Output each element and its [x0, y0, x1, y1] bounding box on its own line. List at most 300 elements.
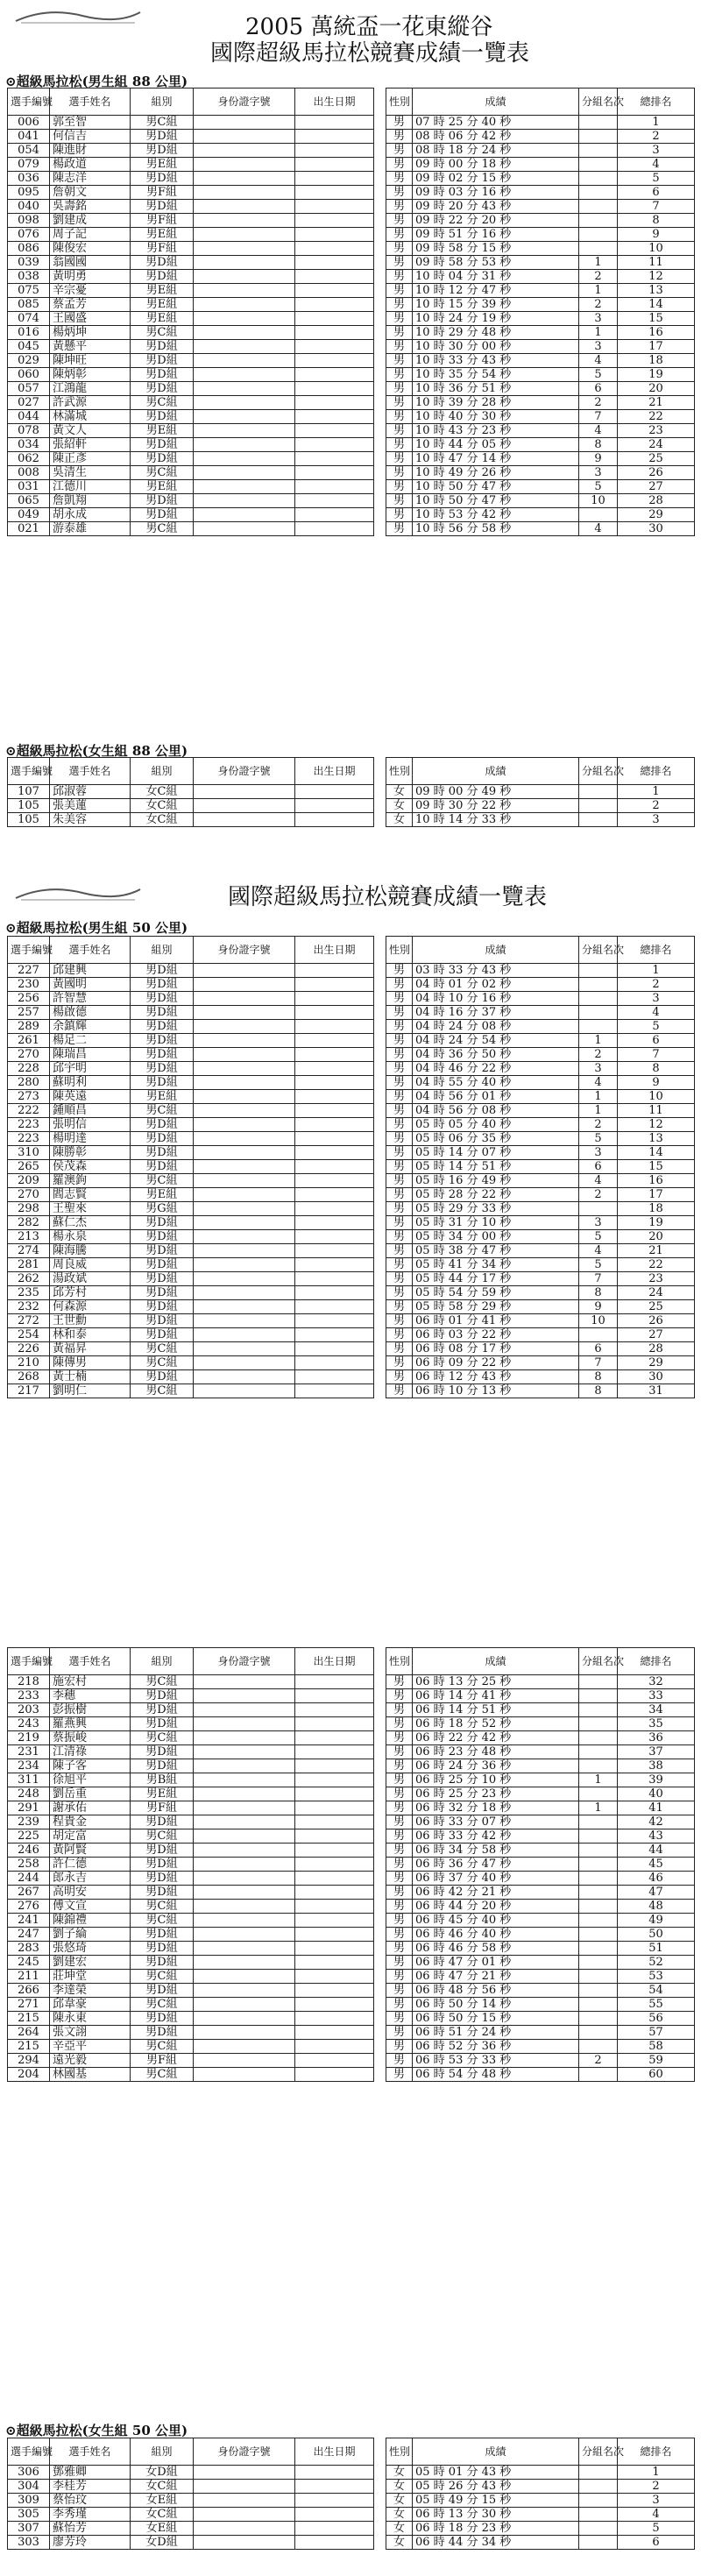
cell-id — [194, 1872, 295, 1886]
table-row — [8, 1942, 695, 1956]
cell-result: 06 時 10 分 13 秒 — [413, 1384, 579, 1398]
cell-sex: 男 — [386, 1787, 413, 1801]
cell-sex: 男 — [386, 130, 413, 144]
cell-dob — [295, 1956, 374, 1970]
col-gap-header — [374, 1648, 386, 1675]
cell-group: 男D組 — [131, 1020, 194, 1034]
cell-overall: 31 — [618, 1384, 695, 1398]
cell-sex: 男 — [386, 1370, 413, 1384]
cell-name: 陳永東 — [50, 2012, 131, 2026]
cell-sex: 男 — [386, 116, 413, 130]
cell-result: 04 時 16 分 37 秒 — [413, 1006, 579, 1020]
cell-gap — [374, 1118, 386, 1132]
cell-result: 05 時 14 分 51 秒 — [413, 1160, 579, 1174]
col-id-header: 身份證字號 — [194, 1648, 295, 1675]
cell-sex: 男 — [386, 1132, 413, 1146]
cell-sex: 男 — [386, 522, 413, 536]
cell-overall: 8 — [618, 1062, 695, 1076]
cell-name: 張美蓮 — [50, 799, 131, 813]
cell-name: 劉岳重 — [50, 1787, 131, 1801]
cell-bib: 305 — [8, 2508, 50, 2522]
cell-result: 10 時 47 分 14 秒 — [413, 452, 579, 466]
cell-name: 邱韋豪 — [50, 1998, 131, 2012]
cell-overall: 6 — [618, 186, 695, 200]
cell-bib: 222 — [8, 1104, 50, 1118]
cell-group-rank: 4 — [579, 354, 618, 368]
col-group-header: 組別 — [131, 1648, 194, 1675]
cell-gap — [374, 1188, 386, 1202]
cell-id — [194, 1801, 295, 1815]
cell-bib: 303 — [8, 2536, 50, 2550]
cell-name: 吳壽銘 — [50, 200, 131, 214]
cell-name: 胡永成 — [50, 508, 131, 522]
cell-group-rank — [579, 130, 618, 144]
cell-overall: 53 — [618, 1970, 695, 1984]
cell-group-rank — [579, 1886, 618, 1900]
col-overall-header: 總排名 — [618, 758, 695, 785]
cell-group-rank — [579, 158, 618, 172]
cell-bib: 098 — [8, 214, 50, 228]
cell-id — [194, 382, 295, 396]
cell-gap — [374, 978, 386, 992]
cell-group: 男E組 — [131, 1090, 194, 1104]
cell-group-rank: 1 — [579, 284, 618, 298]
cell-dob — [295, 978, 374, 992]
cell-result: 06 時 13 分 30 秒 — [413, 2508, 579, 2522]
cell-gap — [374, 508, 386, 522]
cell-sex: 男 — [386, 1384, 413, 1398]
cell-result: 05 時 49 分 15 秒 — [413, 2494, 579, 2508]
cell-gap — [374, 1801, 386, 1815]
cell-group: 男D組 — [131, 1984, 194, 1998]
table-row — [8, 2522, 695, 2536]
cell-name: 李秀瑾 — [50, 2508, 131, 2522]
table-row — [8, 158, 695, 172]
cell-overall: 4 — [618, 2508, 695, 2522]
cell-gap — [374, 1984, 386, 1998]
cell-id — [194, 2480, 295, 2494]
cell-sex: 男 — [386, 1970, 413, 1984]
cell-dob — [295, 158, 374, 172]
cell-group: 男D組 — [131, 1815, 194, 1829]
cell-dob — [295, 214, 374, 228]
cell-overall: 34 — [618, 1703, 695, 1717]
cell-group: 男E組 — [131, 228, 194, 242]
cell-dob — [295, 1146, 374, 1160]
cell-overall: 17 — [618, 1188, 695, 1202]
table-row — [8, 1731, 695, 1745]
cell-result: 05 時 29 分 33 秒 — [413, 1202, 579, 1216]
cell-group: 男D組 — [131, 1160, 194, 1174]
cell-id — [194, 1272, 295, 1286]
cell-gap — [374, 1062, 386, 1076]
cell-gap — [374, 1872, 386, 1886]
table-row — [8, 242, 695, 256]
cell-result: 08 時 06 分 42 秒 — [413, 130, 579, 144]
table-row — [8, 1230, 695, 1244]
cell-sex: 男 — [386, 354, 413, 368]
cell-group-rank: 1 — [579, 1034, 618, 1048]
cell-bib: 243 — [8, 1717, 50, 1731]
cell-result: 04 時 24 分 54 秒 — [413, 1034, 579, 1048]
cell-dob — [295, 1900, 374, 1914]
cell-sex: 男 — [386, 340, 413, 354]
cell-bib: 309 — [8, 2494, 50, 2508]
cell-dob — [295, 438, 374, 452]
cell-group-rank — [579, 1202, 618, 1216]
cell-name: 劉建宏 — [50, 1956, 131, 1970]
cell-id — [194, 116, 295, 130]
cell-overall: 14 — [618, 298, 695, 312]
cell-dob — [295, 1801, 374, 1815]
cell-result: 09 時 58 分 15 秒 — [413, 242, 579, 256]
cell-result: 10 時 49 分 26 秒 — [413, 466, 579, 480]
cell-group: 男D組 — [131, 256, 194, 270]
cell-gap — [374, 340, 386, 354]
cell-dob — [295, 992, 374, 1006]
cell-sex: 男 — [386, 1984, 413, 1998]
cell-id — [194, 1188, 295, 1202]
cell-dob — [295, 256, 374, 270]
cell-bib: 233 — [8, 1689, 50, 1703]
col-dob-header: 出生日期 — [295, 937, 374, 964]
cell-group: 男C組 — [131, 1104, 194, 1118]
cell-overall: 23 — [618, 1272, 695, 1286]
cell-bib: 261 — [8, 1034, 50, 1048]
table-row — [8, 1342, 695, 1356]
cell-bib: 244 — [8, 1872, 50, 1886]
cell-sex: 男 — [386, 1858, 413, 1872]
cell-sex: 男 — [386, 284, 413, 298]
cell-name: 林滿城 — [50, 410, 131, 424]
cell-bib: 204 — [8, 2068, 50, 2082]
cell-group-rank — [579, 2494, 618, 2508]
cell-name: 楊永泉 — [50, 1230, 131, 1244]
cell-gap — [374, 494, 386, 508]
cell-sex: 男 — [386, 466, 413, 480]
cell-bib: 266 — [8, 1984, 50, 1998]
table-row — [8, 1118, 695, 1132]
table-row — [8, 1900, 695, 1914]
cell-sex: 女 — [386, 2536, 413, 2550]
cell-sex: 男 — [386, 214, 413, 228]
table-row — [8, 1160, 695, 1174]
cell-group: 男D組 — [131, 1886, 194, 1900]
cell-group-rank: 6 — [579, 1160, 618, 1174]
col-dob-header: 出生日期 — [295, 758, 374, 785]
cell-dob — [295, 368, 374, 382]
cell-group: 男D組 — [131, 144, 194, 158]
cell-gap — [374, 1020, 386, 1034]
cell-bib: 245 — [8, 1956, 50, 1970]
cell-bib: 021 — [8, 522, 50, 536]
cell-overall: 9 — [618, 1076, 695, 1090]
cell-gap — [374, 1272, 386, 1286]
col-group-rank-header: 分組名次 — [579, 2438, 618, 2466]
table-row — [8, 1984, 695, 1998]
cell-result: 03 時 33 分 43 秒 — [413, 964, 579, 978]
cell-id — [194, 256, 295, 270]
cell-group-rank: 9 — [579, 1300, 618, 1314]
cell-dob — [295, 1230, 374, 1244]
table-row — [8, 284, 695, 298]
cell-sex: 男 — [386, 1174, 413, 1188]
cell-group-rank: 2 — [579, 1188, 618, 1202]
cell-dob — [295, 964, 374, 978]
cell-group: 男C組 — [131, 1356, 194, 1370]
cell-name: 施宏村 — [50, 1675, 131, 1689]
cell-gap — [374, 1815, 386, 1829]
cell-dob — [295, 2466, 374, 2480]
cell-group: 男D組 — [131, 1146, 194, 1160]
cell-result: 05 時 16 分 49 秒 — [413, 1174, 579, 1188]
cell-id — [194, 2494, 295, 2508]
cell-group-rank — [579, 200, 618, 214]
cell-overall: 2 — [618, 978, 695, 992]
cell-name: 陳英遠 — [50, 1090, 131, 1104]
col-gap-header — [374, 937, 386, 964]
cell-gap — [374, 1914, 386, 1928]
cell-bib: 038 — [8, 270, 50, 284]
cell-overall: 41 — [618, 1801, 695, 1815]
cell-result: 06 時 34 分 58 秒 — [413, 1844, 579, 1858]
cell-result: 06 時 52 分 36 秒 — [413, 2040, 579, 2054]
cell-group: 男D組 — [131, 172, 194, 186]
cell-result: 10 時 50 分 47 秒 — [413, 494, 579, 508]
cell-dob — [295, 312, 374, 326]
cell-gap — [374, 1104, 386, 1118]
cell-id — [194, 1787, 295, 1801]
cell-bib: 027 — [8, 396, 50, 410]
col-overall-header: 總排名 — [618, 88, 695, 116]
cell-name: 高明安 — [50, 1886, 131, 1900]
cell-sex: 女 — [386, 2508, 413, 2522]
table-row — [8, 2054, 695, 2068]
cell-sex: 男 — [386, 1020, 413, 1034]
cell-id — [194, 1956, 295, 1970]
table-row — [8, 1759, 695, 1773]
cell-group-rank — [579, 1984, 618, 1998]
col-id-header: 身份證字號 — [194, 2438, 295, 2466]
table-row — [8, 200, 695, 214]
cell-name: 劉明仁 — [50, 1384, 131, 1398]
cell-dob — [295, 1914, 374, 1928]
cell-group-rank — [579, 1020, 618, 1034]
cell-dob — [295, 1020, 374, 1034]
cell-group-rank: 5 — [579, 1258, 618, 1272]
table-row — [8, 494, 695, 508]
cell-name: 陳炳彰 — [50, 368, 131, 382]
cell-overall: 9 — [618, 228, 695, 242]
cell-name: 黃明勇 — [50, 270, 131, 284]
cell-name: 江鴻龍 — [50, 382, 131, 396]
cell-overall: 56 — [618, 2012, 695, 2026]
cell-result: 04 時 01 分 02 秒 — [413, 978, 579, 992]
table-row — [8, 410, 695, 424]
cell-dob — [295, 2054, 374, 2068]
cell-overall: 30 — [618, 522, 695, 536]
cell-group: 男D組 — [131, 964, 194, 978]
cell-bib: 294 — [8, 2054, 50, 2068]
cell-id — [194, 522, 295, 536]
cell-gap — [374, 1356, 386, 1370]
cell-dob — [295, 326, 374, 340]
cell-id — [194, 438, 295, 452]
cell-bib: 060 — [8, 368, 50, 382]
cell-gap — [374, 1858, 386, 1872]
cell-dob — [295, 1342, 374, 1356]
cell-result: 10 時 35 分 54 秒 — [413, 368, 579, 382]
table-row — [8, 1048, 695, 1062]
table-row — [8, 2494, 695, 2508]
cell-group-rank: 8 — [579, 1286, 618, 1300]
cell-id — [194, 2536, 295, 2550]
cell-dob — [295, 1731, 374, 1745]
cell-id — [194, 494, 295, 508]
cell-group-rank — [579, 1998, 618, 2012]
cell-sex: 男 — [386, 1202, 413, 1216]
cell-name: 陳傳男 — [50, 1356, 131, 1370]
cell-gap — [374, 1328, 386, 1342]
results-table — [7, 757, 695, 827]
cell-dob — [295, 480, 374, 494]
cell-id — [194, 1745, 295, 1759]
cell-dob — [295, 1286, 374, 1300]
cell-gap — [374, 992, 386, 1006]
table-row — [8, 1703, 695, 1717]
cell-group-rank — [579, 1703, 618, 1717]
cell-group-rank — [579, 1858, 618, 1872]
cell-gap — [374, 1300, 386, 1314]
table-row — [8, 1384, 695, 1398]
cell-name: 朱美容 — [50, 813, 131, 827]
cell-result: 06 時 23 分 48 秒 — [413, 1745, 579, 1759]
cell-bib: 273 — [8, 1090, 50, 1104]
cell-overall: 30 — [618, 1370, 695, 1384]
col-name-header: 選手姓名 — [50, 758, 131, 785]
cell-group: 男D組 — [131, 1703, 194, 1717]
cell-result: 09 時 30 分 22 秒 — [413, 799, 579, 813]
col-result-header: 成績 — [413, 937, 579, 964]
cell-dob — [295, 466, 374, 480]
cell-overall: 44 — [618, 1844, 695, 1858]
cell-bib: 248 — [8, 1787, 50, 1801]
cell-dob — [295, 340, 374, 354]
cell-gap — [374, 799, 386, 813]
table-row — [8, 130, 695, 144]
cell-result: 10 時 12 分 47 秒 — [413, 284, 579, 298]
page-title-year: 2005 萬統盃一花東縱谷 — [245, 14, 493, 40]
cell-group: 男D組 — [131, 1328, 194, 1342]
cell-overall: 28 — [618, 494, 695, 508]
cell-result: 10 時 24 分 19 秒 — [413, 312, 579, 326]
cell-group: 男D組 — [131, 1689, 194, 1703]
table-row — [8, 298, 695, 312]
col-gap-header — [374, 88, 386, 116]
cell-bib: 044 — [8, 410, 50, 424]
cell-id — [194, 1300, 295, 1314]
cell-bib: 270 — [8, 1188, 50, 1202]
cell-name: 蘇明利 — [50, 1076, 131, 1090]
cell-overall: 20 — [618, 1230, 695, 1244]
table-row — [8, 2480, 695, 2494]
cell-group-rank — [579, 1872, 618, 1886]
cell-group-rank: 6 — [579, 1342, 618, 1356]
cell-result: 06 時 42 分 21 秒 — [413, 1886, 579, 1900]
col-gap-header — [374, 758, 386, 785]
cell-gap — [374, 2508, 386, 2522]
section-title: ⊙超級馬拉松(男生組 88 公里) — [5, 74, 188, 89]
cell-name: 陳錦禮 — [50, 1914, 131, 1928]
cell-overall: 46 — [618, 1872, 695, 1886]
cell-group-rank — [579, 813, 618, 827]
cell-group-rank — [579, 1928, 618, 1942]
cell-result: 06 時 47 分 21 秒 — [413, 1970, 579, 1984]
cell-id — [194, 172, 295, 186]
cell-gap — [374, 172, 386, 186]
cell-overall: 59 — [618, 2054, 695, 2068]
cell-dob — [295, 508, 374, 522]
cell-result: 06 時 13 分 25 秒 — [413, 1675, 579, 1689]
cell-sex: 男 — [386, 228, 413, 242]
cell-dob — [295, 1745, 374, 1759]
cell-id — [194, 424, 295, 438]
cell-gap — [374, 312, 386, 326]
cell-bib: 270 — [8, 1048, 50, 1062]
cell-result: 10 時 39 分 28 秒 — [413, 396, 579, 410]
cell-group: 男D組 — [131, 1717, 194, 1731]
cell-gap — [374, 2040, 386, 2054]
cell-overall: 3 — [618, 144, 695, 158]
cell-bib: 036 — [8, 172, 50, 186]
cell-group: 男D組 — [131, 410, 194, 424]
cell-bib: 076 — [8, 228, 50, 242]
col-id-header: 身份證字號 — [194, 88, 295, 116]
table-row — [8, 1928, 695, 1942]
cell-overall: 4 — [618, 158, 695, 172]
cell-group-rank — [579, 992, 618, 1006]
cell-group: 女D組 — [131, 2536, 194, 2550]
cell-gap — [374, 1689, 386, 1703]
cell-id — [194, 284, 295, 298]
cell-group-rank — [579, 1745, 618, 1759]
cell-group: 男D組 — [131, 1230, 194, 1244]
cell-gap — [374, 242, 386, 256]
cell-gap — [374, 214, 386, 228]
cell-dob — [295, 799, 374, 813]
cell-sex: 男 — [386, 1258, 413, 1272]
cell-result: 06 時 12 分 43 秒 — [413, 1370, 579, 1384]
cell-dob — [295, 298, 374, 312]
cell-sex: 男 — [386, 1829, 413, 1844]
cell-group: 男D組 — [131, 1956, 194, 1970]
cell-sex: 男 — [386, 2040, 413, 2054]
cell-group-rank — [579, 242, 618, 256]
cell-name: 李桂芳 — [50, 2480, 131, 2494]
cell-overall: 1 — [618, 116, 695, 130]
cell-bib: 219 — [8, 1731, 50, 1745]
cell-id — [194, 452, 295, 466]
cell-sex: 男 — [386, 978, 413, 992]
cell-gap — [374, 130, 386, 144]
cell-result: 04 時 36 分 50 秒 — [413, 1048, 579, 1062]
cell-group: 男C組 — [131, 1174, 194, 1188]
cell-group-rank — [579, 799, 618, 813]
cell-name: 張紹軒 — [50, 438, 131, 452]
cell-gap — [374, 1048, 386, 1062]
cell-sex: 男 — [386, 2026, 413, 2040]
cell-id — [194, 1062, 295, 1076]
